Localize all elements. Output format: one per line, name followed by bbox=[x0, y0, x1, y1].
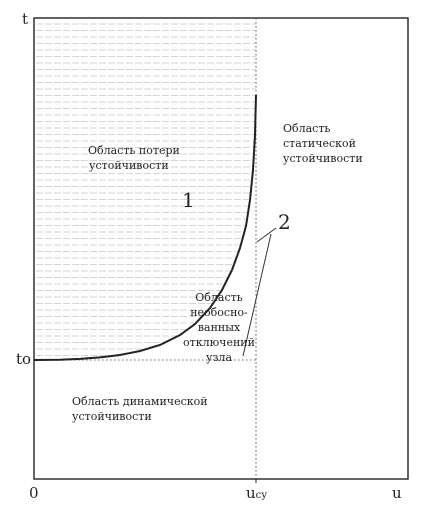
region-loss-line-2: устойчивости bbox=[89, 159, 169, 172]
x-axis-label-u: u bbox=[392, 484, 402, 502]
region-unjustified-line-4: отключений узла bbox=[183, 336, 255, 364]
region-static-line-2: статической bbox=[283, 137, 356, 150]
region-dynamic-stability bbox=[72, 394, 208, 424]
region-loss-line-1: Область потери bbox=[88, 144, 180, 157]
region-unjustified-disconnections bbox=[176, 290, 262, 365]
region-unjustified-line-3: ванных bbox=[197, 321, 241, 334]
region-unjustified-line-2: необосно- bbox=[190, 306, 248, 319]
y-axis-label-t0: to bbox=[16, 350, 32, 368]
region-unjustified-line-1: Область bbox=[195, 291, 243, 304]
region-static-line-1: Область bbox=[283, 122, 331, 135]
x-axis-label-ucy-sub: су bbox=[255, 490, 268, 501]
curve-label-2: 2 bbox=[278, 210, 291, 234]
y-axis-label-t: t bbox=[22, 10, 29, 28]
region-loss-of-stability bbox=[88, 143, 180, 173]
origin-label: 0 bbox=[29, 484, 39, 502]
line-2-upper bbox=[257, 228, 276, 242]
region-dynamic-line-1: Область динамической bbox=[72, 395, 208, 408]
region-static-stability bbox=[283, 121, 363, 166]
region-static-line-3: устойчивости bbox=[283, 152, 363, 165]
curve-label-1: 1 bbox=[182, 188, 195, 212]
x-axis-label-ucy bbox=[246, 486, 267, 503]
x-axis-label-ucy-main: u bbox=[246, 484, 256, 502]
region-dynamic-line-2: устойчивости bbox=[72, 410, 152, 423]
